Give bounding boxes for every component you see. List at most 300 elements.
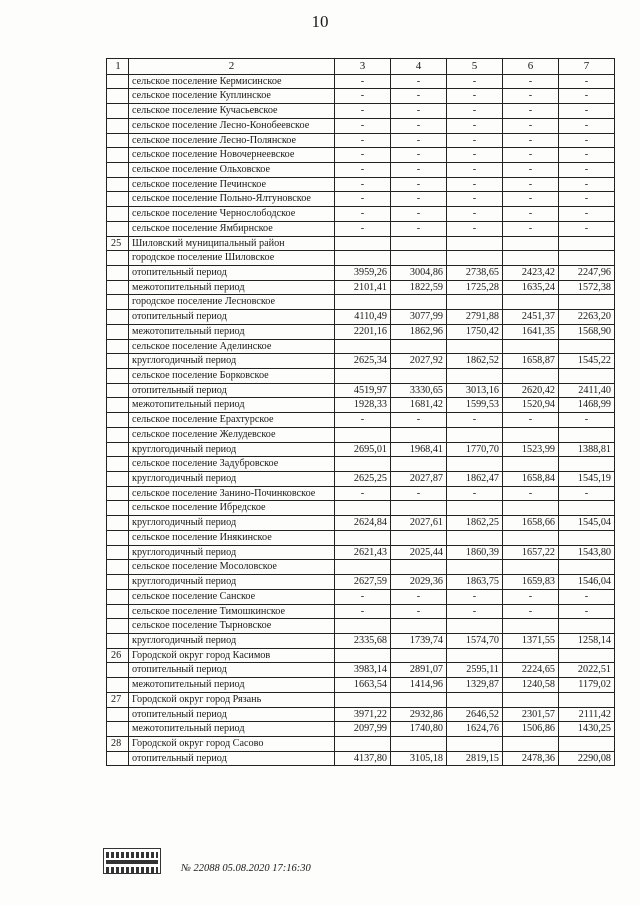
row-number xyxy=(107,472,129,487)
table-cell: 4137,80 xyxy=(335,751,391,766)
table-cell: - xyxy=(447,89,503,104)
table-cell: - xyxy=(559,207,615,222)
table-cell: - xyxy=(559,118,615,133)
row-label: сельское поселение Тимошкинское xyxy=(129,604,335,619)
table-cell: 1430,25 xyxy=(559,722,615,737)
row-label: сельское поселение Инякинское xyxy=(129,530,335,545)
table-cell xyxy=(447,692,503,707)
table-cell xyxy=(447,530,503,545)
row-label: сельское поселение Лесно-Полянское xyxy=(129,133,335,148)
table-row xyxy=(107,265,615,280)
row-label: круглогодичный период xyxy=(129,442,335,457)
table-cell: - xyxy=(335,148,391,163)
table-cell: - xyxy=(447,118,503,133)
row-label: Городской округ город Касимов xyxy=(129,648,335,663)
table-cell: 1240,58 xyxy=(503,678,559,693)
table-cell: 1862,25 xyxy=(447,516,503,531)
table-row xyxy=(107,310,615,325)
row-number xyxy=(107,457,129,472)
table-cell: - xyxy=(391,589,447,604)
table-row xyxy=(107,530,615,545)
table-cell: - xyxy=(391,221,447,236)
table-cell: - xyxy=(447,133,503,148)
table-cell: - xyxy=(391,118,447,133)
row-label: круглогодичный период xyxy=(129,354,335,369)
table-cell: 1750,42 xyxy=(447,324,503,339)
table-cell: 2247,96 xyxy=(559,265,615,280)
table-row xyxy=(107,413,615,428)
row-number xyxy=(107,398,129,413)
table-row xyxy=(107,633,615,648)
row-label: сельское поселение Ямбирнское xyxy=(129,221,335,236)
table-cell xyxy=(447,648,503,663)
table-row xyxy=(107,427,615,442)
table-cell xyxy=(447,339,503,354)
table-row xyxy=(107,339,615,354)
table-cell: - xyxy=(559,589,615,604)
table-cell xyxy=(391,619,447,634)
table-cell xyxy=(559,619,615,634)
table-cell: 3013,16 xyxy=(447,383,503,398)
table-row xyxy=(107,589,615,604)
table-cell: - xyxy=(559,486,615,501)
row-number xyxy=(107,633,129,648)
row-number: 25 xyxy=(107,236,129,251)
row-number xyxy=(107,339,129,354)
table-cell: 1968,41 xyxy=(391,442,447,457)
table-cell: 2625,34 xyxy=(335,354,391,369)
row-number xyxy=(107,545,129,560)
table-row xyxy=(107,442,615,457)
table-cell xyxy=(391,369,447,384)
table-cell xyxy=(559,427,615,442)
table-cell: 1329,87 xyxy=(447,678,503,693)
row-number xyxy=(107,722,129,737)
row-label: сельское поселение Ерахтурское xyxy=(129,413,335,428)
table-row xyxy=(107,736,615,751)
table-cell: - xyxy=(335,177,391,192)
table-cell xyxy=(447,457,503,472)
table-cell: - xyxy=(503,589,559,604)
table-cell xyxy=(391,339,447,354)
table-cell xyxy=(447,369,503,384)
table-cell: 1388,81 xyxy=(559,442,615,457)
table-cell xyxy=(447,295,503,310)
table-row xyxy=(107,324,615,339)
table-cell: 2022,51 xyxy=(559,663,615,678)
table-cell: - xyxy=(391,89,447,104)
table-row xyxy=(107,560,615,575)
table-cell: - xyxy=(447,148,503,163)
table-cell xyxy=(335,295,391,310)
row-label: сельское поселение Задубровское xyxy=(129,457,335,472)
table-cell: 1641,35 xyxy=(503,324,559,339)
table-row xyxy=(107,295,615,310)
table-cell xyxy=(391,501,447,516)
table-cell: - xyxy=(503,162,559,177)
table-cell xyxy=(503,648,559,663)
table-cell: - xyxy=(335,589,391,604)
row-label: круглогодичный период xyxy=(129,575,335,590)
table-cell: 1635,24 xyxy=(503,280,559,295)
table-cell: 4110,49 xyxy=(335,310,391,325)
table-row xyxy=(107,74,615,89)
table-cell xyxy=(447,251,503,266)
row-number xyxy=(107,324,129,339)
table-cell: - xyxy=(391,177,447,192)
row-number xyxy=(107,89,129,104)
row-number xyxy=(107,442,129,457)
table-cell: - xyxy=(335,413,391,428)
row-number xyxy=(107,678,129,693)
row-number xyxy=(107,663,129,678)
table-row xyxy=(107,707,615,722)
table-cell: - xyxy=(503,177,559,192)
table-cell: 2595,11 xyxy=(447,663,503,678)
table-row xyxy=(107,678,615,693)
table-cell: 1414,96 xyxy=(391,678,447,693)
row-label: межотопительный период xyxy=(129,398,335,413)
table-cell xyxy=(391,530,447,545)
column-header: 5 xyxy=(447,59,503,75)
row-number xyxy=(107,148,129,163)
table-cell xyxy=(447,560,503,575)
table-cell: 2101,41 xyxy=(335,280,391,295)
table-cell: - xyxy=(559,177,615,192)
document-footer xyxy=(103,848,311,874)
table-cell: - xyxy=(503,148,559,163)
table-cell xyxy=(503,619,559,634)
table-cell: 1568,90 xyxy=(559,324,615,339)
table-row xyxy=(107,545,615,560)
row-number xyxy=(107,354,129,369)
table-cell: 2451,37 xyxy=(503,310,559,325)
table-cell xyxy=(391,736,447,751)
table-row xyxy=(107,751,615,766)
table-row xyxy=(107,221,615,236)
table-cell: 1862,47 xyxy=(447,472,503,487)
row-number: 28 xyxy=(107,736,129,751)
table-row xyxy=(107,663,615,678)
table-cell xyxy=(447,501,503,516)
table-cell: 1928,33 xyxy=(335,398,391,413)
table-cell xyxy=(559,457,615,472)
table-cell: 1739,74 xyxy=(391,633,447,648)
table-cell: 1599,53 xyxy=(447,398,503,413)
table-cell xyxy=(391,427,447,442)
row-label: сельское поселение Ольховское xyxy=(129,162,335,177)
row-label: сельское поселение Тырновское xyxy=(129,619,335,634)
column-header: 4 xyxy=(391,59,447,75)
table-cell: - xyxy=(503,104,559,119)
row-label: сельское поселение Санское xyxy=(129,589,335,604)
table-cell xyxy=(335,457,391,472)
row-label: сельское поселение Борковское xyxy=(129,369,335,384)
table-cell: 2624,84 xyxy=(335,516,391,531)
table-cell: - xyxy=(335,104,391,119)
row-number xyxy=(107,427,129,442)
table-row xyxy=(107,604,615,619)
table-cell: 1574,70 xyxy=(447,633,503,648)
table-cell: 2625,25 xyxy=(335,472,391,487)
table-row xyxy=(107,251,615,266)
row-label: сельское поселение Ибредское xyxy=(129,501,335,516)
row-number xyxy=(107,118,129,133)
row-label: Шиловский муниципальный район xyxy=(129,236,335,251)
table-cell xyxy=(447,236,503,251)
table-cell: 2738,65 xyxy=(447,265,503,280)
table-row xyxy=(107,722,615,737)
table-cell: 2621,43 xyxy=(335,545,391,560)
table-cell xyxy=(503,692,559,707)
table-cell xyxy=(559,369,615,384)
row-label: круглогодичный период xyxy=(129,545,335,560)
column-header: 6 xyxy=(503,59,559,75)
table-cell xyxy=(503,427,559,442)
row-number xyxy=(107,104,129,119)
row-number xyxy=(107,516,129,531)
table-cell xyxy=(335,530,391,545)
table-cell: 1572,38 xyxy=(559,280,615,295)
row-label: Городской округ город Сасово xyxy=(129,736,335,751)
table-cell: - xyxy=(391,133,447,148)
row-label: сельское поселение Печинское xyxy=(129,177,335,192)
table-cell: - xyxy=(503,133,559,148)
row-number xyxy=(107,369,129,384)
table-cell xyxy=(559,251,615,266)
table-cell: 2423,42 xyxy=(503,265,559,280)
table-cell: 1258,14 xyxy=(559,633,615,648)
column-header: 1 xyxy=(107,59,129,75)
table-cell xyxy=(335,236,391,251)
table-cell xyxy=(447,736,503,751)
table-cell xyxy=(335,501,391,516)
table-cell: 1863,75 xyxy=(447,575,503,590)
table-cell: 1506,86 xyxy=(503,722,559,737)
row-label: отопительный период xyxy=(129,663,335,678)
table-cell: 2819,15 xyxy=(447,751,503,766)
table-row xyxy=(107,501,615,516)
table-cell: - xyxy=(335,221,391,236)
table-cell: 1681,42 xyxy=(391,398,447,413)
table-cell: - xyxy=(503,221,559,236)
page-number: 10 xyxy=(311,12,329,31)
row-number xyxy=(107,589,129,604)
row-number xyxy=(107,133,129,148)
table-cell: - xyxy=(447,221,503,236)
table-row xyxy=(107,383,615,398)
table-cell: - xyxy=(503,604,559,619)
table-cell: - xyxy=(447,486,503,501)
table-cell xyxy=(335,736,391,751)
table-cell: 2301,57 xyxy=(503,707,559,722)
table-cell: - xyxy=(391,207,447,222)
table-cell: - xyxy=(447,413,503,428)
table-cell: - xyxy=(559,133,615,148)
table-cell: 4519,97 xyxy=(335,383,391,398)
table-cell: - xyxy=(447,104,503,119)
table-cell: - xyxy=(503,118,559,133)
table-cell xyxy=(503,501,559,516)
table-cell: - xyxy=(447,207,503,222)
table-cell xyxy=(335,560,391,575)
table-cell: - xyxy=(335,118,391,133)
table-cell: 2290,08 xyxy=(559,751,615,766)
table-cell: 1371,55 xyxy=(503,633,559,648)
table-row xyxy=(107,192,615,207)
row-label: межотопительный период xyxy=(129,324,335,339)
row-label: сельское поселение Куплинское xyxy=(129,89,335,104)
table-cell: - xyxy=(447,589,503,604)
table-cell: - xyxy=(559,604,615,619)
table-row xyxy=(107,619,615,634)
table-cell xyxy=(503,295,559,310)
table-cell xyxy=(391,560,447,575)
table-cell: 2224,65 xyxy=(503,663,559,678)
table-cell: - xyxy=(559,148,615,163)
row-label: отопительный период xyxy=(129,707,335,722)
table-cell: 1659,83 xyxy=(503,575,559,590)
table-cell: - xyxy=(391,486,447,501)
document-reference: № 22088 05.08.2020 17:16:30 xyxy=(181,863,311,874)
table-header-row xyxy=(107,59,615,75)
table-cell: 3105,18 xyxy=(391,751,447,766)
table-cell: - xyxy=(335,74,391,89)
table-cell: 1770,70 xyxy=(447,442,503,457)
table-cell xyxy=(335,369,391,384)
table-cell: 3983,14 xyxy=(335,663,391,678)
row-number xyxy=(107,530,129,545)
table-cell: 3959,26 xyxy=(335,265,391,280)
table-row xyxy=(107,177,615,192)
table-cell: - xyxy=(391,413,447,428)
table-cell: 2111,42 xyxy=(559,707,615,722)
table-row xyxy=(107,118,615,133)
row-label: сельское поселение Польно-Ялтуновское xyxy=(129,192,335,207)
table-cell xyxy=(559,236,615,251)
table-cell: 2646,52 xyxy=(447,707,503,722)
row-number xyxy=(107,383,129,398)
table-cell xyxy=(559,530,615,545)
row-number xyxy=(107,575,129,590)
table-cell: 1523,99 xyxy=(503,442,559,457)
table-cell: 2029,36 xyxy=(391,575,447,590)
table-cell: - xyxy=(447,192,503,207)
column-header: 2 xyxy=(129,59,335,75)
table-row xyxy=(107,148,615,163)
table-row xyxy=(107,354,615,369)
table-cell: 1545,22 xyxy=(559,354,615,369)
table-row xyxy=(107,575,615,590)
table-cell: - xyxy=(447,604,503,619)
row-number xyxy=(107,413,129,428)
table-cell: 2027,92 xyxy=(391,354,447,369)
row-number xyxy=(107,192,129,207)
table-cell xyxy=(335,619,391,634)
table-cell: 2620,42 xyxy=(503,383,559,398)
table-cell xyxy=(503,369,559,384)
table-cell: - xyxy=(447,74,503,89)
row-number: 27 xyxy=(107,692,129,707)
row-number: 26 xyxy=(107,648,129,663)
table-cell: 1179,02 xyxy=(559,678,615,693)
row-label: сельское поселение Мосоловское xyxy=(129,560,335,575)
row-label: сельское поселение Новочернеевское xyxy=(129,148,335,163)
row-number xyxy=(107,280,129,295)
table-cell: 1725,28 xyxy=(447,280,503,295)
table-cell xyxy=(391,692,447,707)
table-cell xyxy=(559,736,615,751)
table-cell: 2025,44 xyxy=(391,545,447,560)
table-row xyxy=(107,457,615,472)
table-cell: 1860,39 xyxy=(447,545,503,560)
table-cell xyxy=(503,530,559,545)
table-row xyxy=(107,486,615,501)
table-cell xyxy=(335,648,391,663)
table-cell: 1658,66 xyxy=(503,516,559,531)
table-cell: 1658,84 xyxy=(503,472,559,487)
row-number xyxy=(107,486,129,501)
table-cell: 2201,16 xyxy=(335,324,391,339)
table-cell: 1545,19 xyxy=(559,472,615,487)
row-number xyxy=(107,501,129,516)
table-cell: 2263,20 xyxy=(559,310,615,325)
table-cell: - xyxy=(335,604,391,619)
table-cell: 1546,04 xyxy=(559,575,615,590)
table-cell xyxy=(503,736,559,751)
table-row xyxy=(107,472,615,487)
table-row xyxy=(107,369,615,384)
table-cell xyxy=(503,251,559,266)
row-label: межотопительный период xyxy=(129,678,335,693)
table-cell: 1822,59 xyxy=(391,280,447,295)
row-number xyxy=(107,604,129,619)
table-cell: - xyxy=(391,604,447,619)
table-row xyxy=(107,280,615,295)
table-cell xyxy=(447,427,503,442)
row-number xyxy=(107,74,129,89)
table-cell: 1740,80 xyxy=(391,722,447,737)
table-cell: 2027,61 xyxy=(391,516,447,531)
row-label: отопительный период xyxy=(129,751,335,766)
table-cell: - xyxy=(335,133,391,148)
table-row xyxy=(107,162,615,177)
table-row xyxy=(107,133,615,148)
table-cell: - xyxy=(503,207,559,222)
table-cell: 2891,07 xyxy=(391,663,447,678)
table-cell: 2027,87 xyxy=(391,472,447,487)
table-cell: 2695,01 xyxy=(335,442,391,457)
table-row xyxy=(107,398,615,413)
row-label: сельское поселение Лесно-Конобеевское xyxy=(129,118,335,133)
table-row xyxy=(107,104,615,119)
table-cell: 1520,94 xyxy=(503,398,559,413)
table-row xyxy=(107,89,615,104)
table-cell: - xyxy=(559,104,615,119)
row-label: сельское поселение Кучасьевское xyxy=(129,104,335,119)
table-cell: - xyxy=(503,74,559,89)
row-number xyxy=(107,619,129,634)
row-number xyxy=(107,221,129,236)
table-row xyxy=(107,692,615,707)
table-cell: - xyxy=(335,486,391,501)
table-cell: 3330,65 xyxy=(391,383,447,398)
table-cell xyxy=(559,648,615,663)
table-cell: 2791,88 xyxy=(447,310,503,325)
table-cell: - xyxy=(335,207,391,222)
row-label: отопительный период xyxy=(129,383,335,398)
row-number xyxy=(107,207,129,222)
